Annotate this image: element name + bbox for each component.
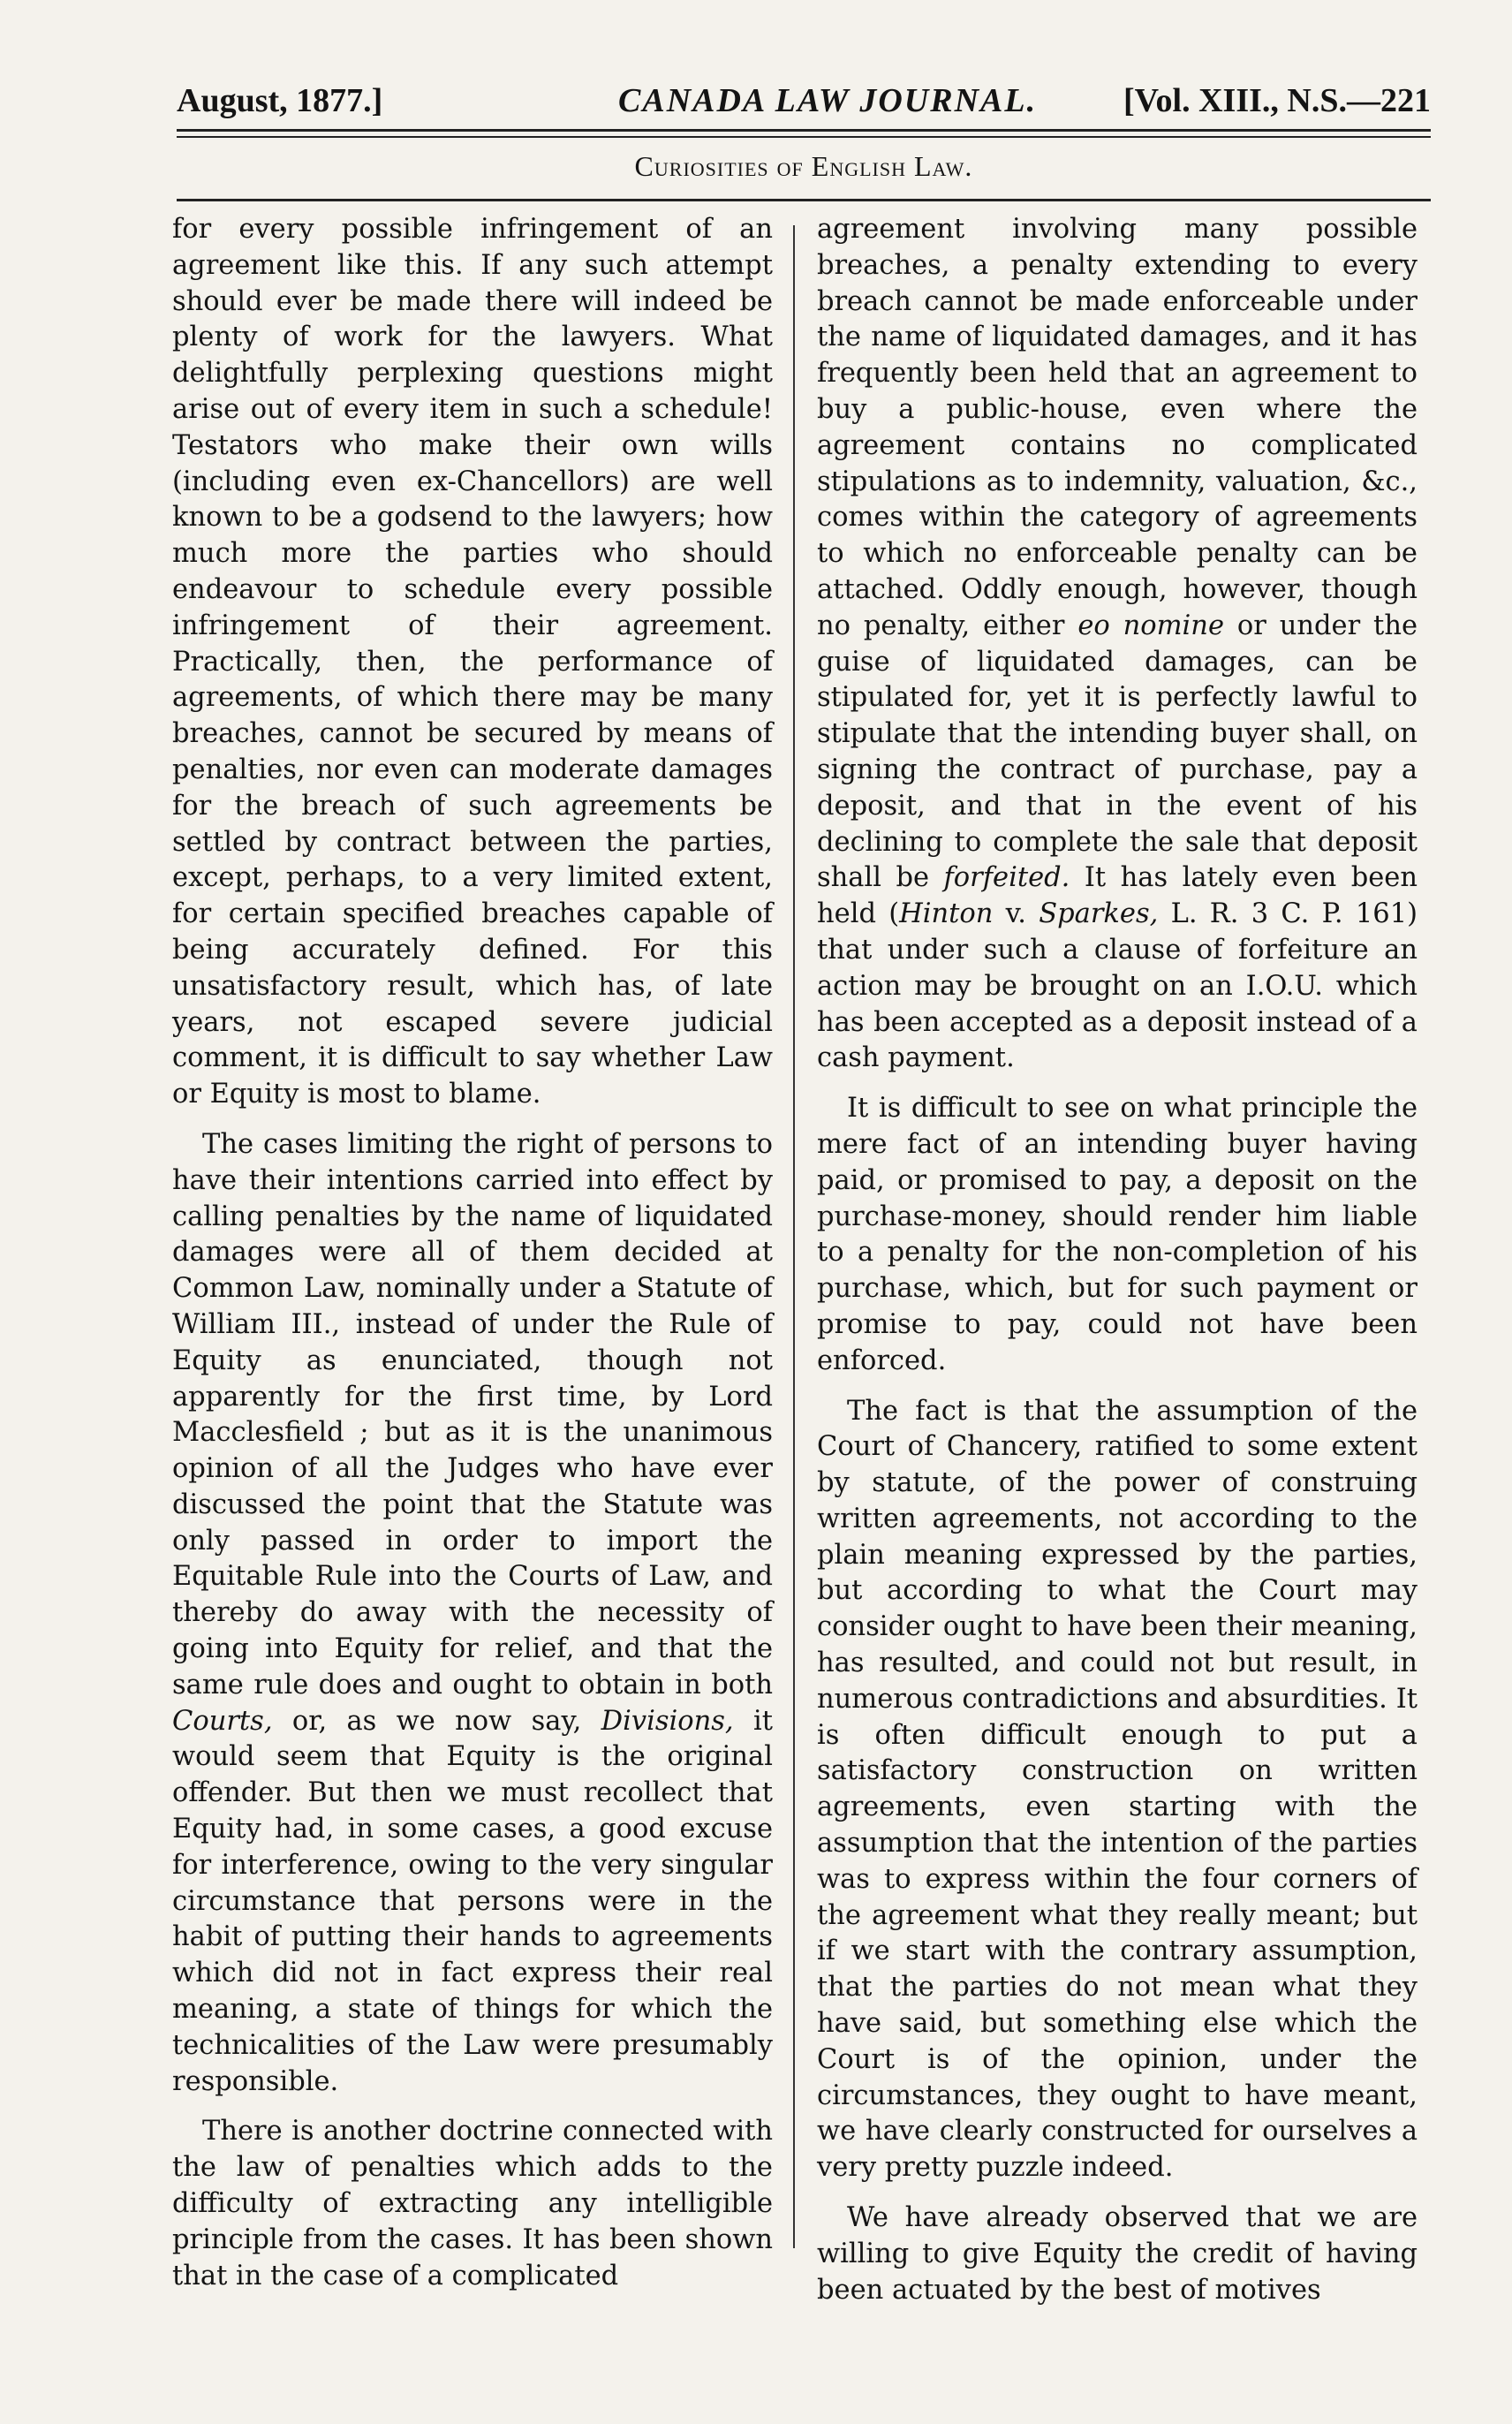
left-paragraph-1: for every possible infringement of an agreement like this. If any such attempt should ever be made there will indeed be plenty of work for the lawyers. What delightfully perplexing questions might arise out of every item in such a schedule! Testators who make their own wills (including even ex-Chancellors) are well known to be a godsend to the lawyers; how much more the parties who should endeavour to schedule every possible infringement of their agreement. Practically, then, the performance of agreements, of which there may be many breaches, cannot be secured by means of penalties, nor even can moderate damages for the breach of such agreements be settled by contract between the parties, except, perhaps, to a very limited extent, for certain specified breaches capable of being accurately defined. For this unsatisfactory result, which has, of late years, not escaped severe judicial comment, it is difficult to say whether Law or Equity is most to blame.: [172, 214, 773, 1110]
italic-divisions: Divisions,: [601, 1705, 734, 1737]
left-paragraph-2: [172, 1127, 773, 2101]
header-rule-top: [177, 129, 1431, 132]
right-paragraph-1-text-c: It has lately even been held (: [817, 862, 1418, 930]
right-paragraph-1: [817, 212, 1418, 1077]
italic-courts: Courts,: [172, 1705, 273, 1737]
right-paragraph-1-text-e: L. R. 3 C. P. 161) that under such a clause of forfeiture an action may be brought on an I.O.U. which has been accepted as a deposit instead of a cash payment.: [817, 898, 1418, 1074]
italic-sparkes: Sparkes,: [1039, 898, 1159, 930]
right-paragraph-3: The fact is that the assumption of the Court of Chancery, ratified to some extent by statute, of the power of construing written agreements, not according to the plain meaning expressed by the parties, but according to what the Court may consider ought to have been their meaning, has resulted, and could not but result, in numerous contradictions and absurdities. It is often difficult enough to put a satisfactory construction on written agreements, even starting with the assumption that the intention of the parties was to express within the four corners of the agreement what they really meant; but if we start with the contrary assumption, that the parties do not mean what they have said, but something else which the Court is of the opinion, under the circumstances, they ought to have meant, we have clearly constructed for ourselves a very pretty puzzle indeed.: [817, 1395, 1418, 2184]
right-paragraph-4: We have already observed that we are willing to give Equity the credit of having been actuated by the best of motives: [817, 2202, 1418, 2306]
right-column: [817, 212, 1418, 2306]
left-paragraph-3: There is another doctrine connected with the law of penalties which adds to the difficulty of extracting any intelligible principle from the cases. It has been shown that in the case of a complicated: [172, 2116, 773, 2291]
right-paragraph-1-text-d: v.: [993, 898, 1040, 930]
section-rule: [177, 199, 1431, 201]
italic-forfeited: forfeited.: [943, 862, 1070, 894]
header-journal-title: CANADA LAW JOURNAL.: [618, 82, 1038, 119]
left-column: [172, 212, 773, 2291]
header-volume: [Vol. XIII., N.S.—221: [1123, 82, 1431, 119]
header-rule-bottom: [177, 136, 1431, 138]
header-date: August, 1877.]: [177, 82, 383, 119]
italic-hinton: Hinton: [899, 898, 994, 930]
left-paragraph-2-text-c: it would seem that Equity is the original offender. But then we must recollect that Equity had, in some cases, a good excuse for interference, owing to the very singular circumstance that persons were in the habit of putting their hands to agreements which did not in fact express their real meaning, a state of things for which the technicalities of the Law were presumably responsible.: [172, 1705, 773, 2097]
right-paragraph-1-text-b: or under the guise of liquidated damages, can be stipulated for, yet it is perfectly lawful to stipulate that the intending buyer shall, on signing the contract of purchase, pay a deposit, and that in the event of his declining to complete the sale that deposit shall be: [817, 610, 1418, 894]
left-paragraph-2-text-b: or, as we now say,: [272, 1705, 601, 1737]
running-header: [177, 72, 1431, 125]
column-divider: [793, 225, 795, 2248]
right-paragraph-1-text-a: agreement involving many possible breaches, a penalty extending to every breach cannot be made enforceable under the name of liquidated damages, and it has frequently been held that an agreement to buy a public-house, even where the agreement contains no complicated stipulations as to indemnity, valuation, &c., comes within the category of agreements to which no enforceable penalty can be attached. Oddly enough, however, though no penalty, either: [817, 214, 1418, 641]
section-title: Curiosities of English Law.: [634, 150, 973, 182]
left-paragraph-2-text-a: The cases limiting the right of persons to have their intentions carried into effect by calling penalties by the name of liquidated damages were all of them decided at Common Law, nominally under a Statute of William III., instead of under the Rule of Equity as enunciated, though not apparently for the first time, by Lord Macclesfield ; but as it is the unanimous opinion of all the Judges who have ever discussed the point that the Statute was only passed in order to import the Equitable Rule into the Courts of Law, and thereby do away with the necessity of going into Equity for relief, and that the same rule does and ought to obtain in both: [172, 1128, 773, 1701]
right-paragraph-2: It is difficult to see on what principle the mere fact of an intending buyer having paid, or promised to pay, a deposit on the purchase-money, should render him liable to a penalty for the non-completion of his purchase, which, but for such payment or promise to pay, could not have been enforced.: [817, 1093, 1418, 1376]
italic-eo-nomine: eo nomine: [1077, 610, 1224, 641]
